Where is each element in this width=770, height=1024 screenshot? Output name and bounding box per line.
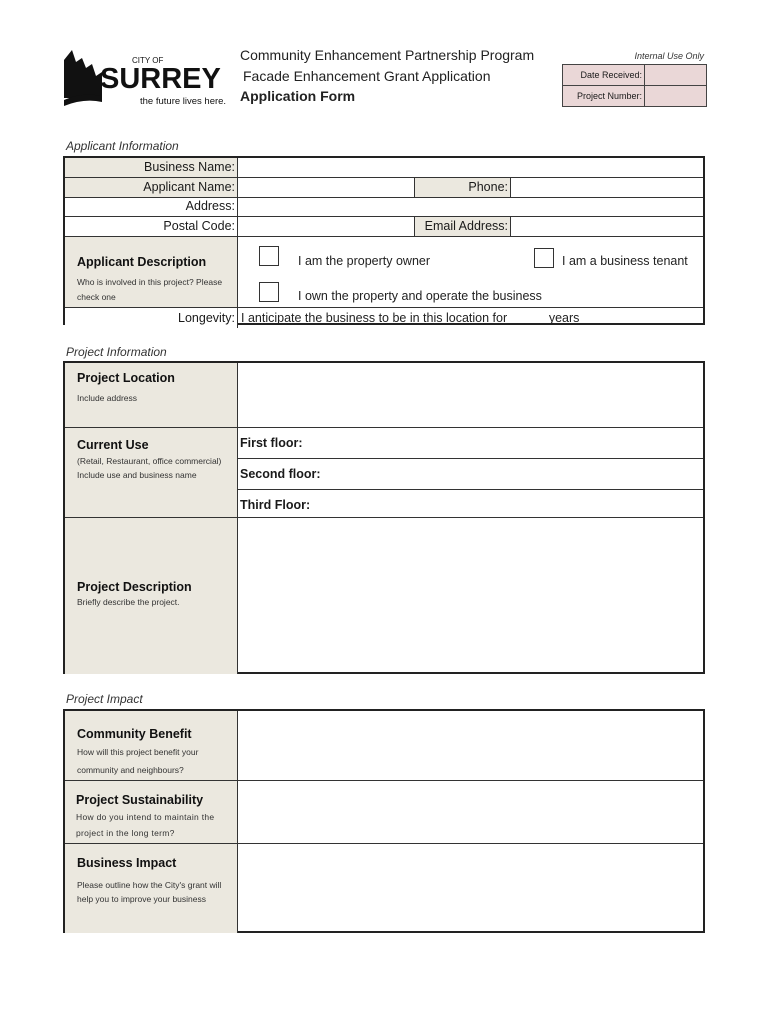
logo-tagline-text: the future lives here. — [140, 96, 227, 107]
longevity-row — [65, 308, 703, 328]
project-location-row — [65, 363, 703, 428]
tenant-option-label: I am a business tenant — [562, 254, 688, 268]
community-benefit-row — [65, 711, 703, 781]
logo-city-text: CITY OF — [132, 56, 164, 65]
community-benefit-heading: Community Benefit — [77, 727, 192, 741]
address-label: Address: — [65, 198, 238, 216]
applicant-description-row — [65, 237, 703, 308]
business-impact-cell — [65, 844, 238, 933]
project-description-row — [65, 518, 703, 674]
tenant-checkbox[interactable] — [534, 248, 554, 268]
applicant-name-field[interactable] — [238, 178, 415, 197]
business-impact-field[interactable] — [238, 844, 703, 933]
project-description-heading: Project Description — [77, 580, 192, 594]
applicant-info-box — [63, 156, 705, 325]
email-label: Email Address: — [415, 217, 511, 236]
project-number-label: Project Number: — [563, 86, 645, 106]
postal-code-row — [65, 217, 703, 237]
longevity-label: Longevity: — [65, 308, 238, 328]
current-use-help-line2: Include use and business name — [77, 470, 197, 480]
project-location-cell — [65, 363, 238, 427]
applicant-section-title: Applicant Information — [66, 139, 179, 153]
business-name-field[interactable] — [238, 158, 703, 177]
business-name-label: Business Name: — [65, 158, 238, 177]
applicant-name-row — [65, 178, 703, 198]
community-benefit-cell — [65, 711, 238, 780]
email-field[interactable] — [511, 217, 703, 236]
applicant-description-options — [238, 237, 703, 307]
current-use-cell — [65, 428, 238, 517]
owner-checkbox[interactable] — [259, 246, 279, 266]
date-received-row — [563, 65, 706, 86]
longevity-text[interactable]: I anticipate the business to be in this location for _____ years — [241, 311, 580, 325]
project-location-help: Include address — [77, 393, 138, 403]
internal-use-table — [562, 64, 707, 107]
address-field[interactable] — [238, 198, 703, 216]
project-section-title: Project Information — [66, 345, 167, 359]
business-impact-help: Please outline how the City's grant will help you to improve your business — [77, 880, 222, 904]
project-location-field[interactable] — [238, 363, 703, 427]
current-use-help-line1: (Retail, Restaurant, office commercial) — [77, 456, 222, 466]
address-row — [65, 198, 703, 217]
internal-use-heading: Internal Use Only — [634, 51, 704, 61]
project-description-help: Briefly describe the project. — [77, 597, 180, 607]
applicant-description-heading: Applicant Description — [77, 255, 207, 269]
owner-operator-option-label: I own the property and operate the business — [298, 289, 542, 303]
program-title: Community Enhancement Partnership Program — [240, 47, 535, 63]
project-sustainability-help: How do you intend to maintain the project in the long term? — [76, 812, 215, 838]
business-impact-heading: Business Impact — [77, 856, 177, 870]
current-use-row — [65, 428, 703, 518]
impact-section-title: Project Impact — [66, 692, 143, 706]
postal-code-field[interactable] — [238, 217, 415, 236]
business-impact-row — [65, 844, 703, 933]
project-number-row — [563, 86, 706, 106]
city-of-surrey-logo — [62, 46, 234, 110]
project-impact-box — [63, 709, 705, 933]
community-benefit-field[interactable] — [238, 711, 703, 780]
current-use-heading: Current Use — [77, 438, 149, 452]
form-title: Application Form — [240, 88, 356, 104]
date-received-field[interactable] — [645, 65, 706, 85]
phone-field[interactable] — [511, 178, 703, 197]
applicant-description-help: Who is involved in this project? Please check one — [77, 277, 223, 302]
project-description-field[interactable] — [238, 518, 703, 674]
second-floor-field[interactable]: Second floor: — [238, 459, 703, 490]
owner-option-label: I am the property owner — [298, 254, 431, 268]
phone-label: Phone: — [415, 178, 511, 197]
project-sustainability-cell — [65, 781, 238, 843]
first-floor-field[interactable]: First floor: — [238, 428, 703, 459]
project-location-heading: Project Location — [77, 371, 175, 385]
project-sustainability-field[interactable] — [238, 781, 703, 843]
current-use-help — [77, 454, 233, 482]
date-received-label: Date Received: — [563, 65, 645, 85]
third-floor-field[interactable]: Third Floor: — [240, 498, 311, 512]
application-title: Facade Enhancement Grant Application — [243, 68, 491, 84]
business-name-row — [65, 158, 703, 178]
project-description-cell — [65, 518, 238, 674]
project-info-box — [63, 361, 705, 674]
applicant-description-cell — [65, 237, 238, 307]
applicant-name-label: Applicant Name: — [65, 178, 238, 197]
project-sustainability-row — [65, 781, 703, 844]
current-use-floors — [238, 428, 703, 517]
project-sustainability-heading: Project Sustainability — [76, 793, 204, 807]
project-number-field[interactable] — [645, 86, 706, 106]
surrey-skyline-icon — [62, 46, 234, 110]
postal-code-label: Postal Code: — [65, 217, 238, 236]
owner-operator-checkbox[interactable] — [259, 282, 279, 302]
logo-surrey-text: SURREY — [100, 63, 221, 95]
community-benefit-help: How will this project benefit your community and neighbours? — [77, 747, 199, 775]
